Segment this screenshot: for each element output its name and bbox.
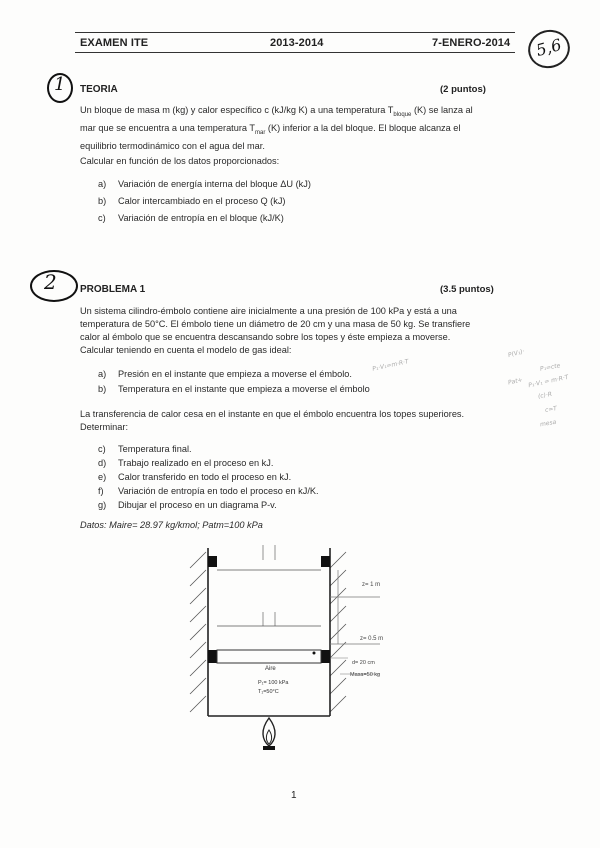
section1-item-a: a) Variación de energía interna del bloque ΔU (kJ) <box>98 179 311 189</box>
section1-points: (2 puntos) <box>440 84 486 95</box>
section1-item-b: b) Calor intercambiado en el proceso Q (kJ) <box>98 196 286 206</box>
piston-cylinder-diagram <box>170 540 430 760</box>
section2-paragraph2: La transferencia de calor cesa en el instante en que el émbolo encuentra los topes superiores. Determinar: <box>80 409 465 432</box>
section2-item-a: a) Presión en el instante que empieza a moverse el émbolo. <box>98 369 352 379</box>
section2-item-c: c) Temperatura final. <box>98 444 192 454</box>
label-mass: Masa=50 kg <box>350 672 381 678</box>
section1-calc-intro: Calcular en función de los datos proporcionados: <box>80 156 280 166</box>
pencil-note-4: Pat+ <box>507 376 524 387</box>
flame-icon <box>263 718 275 750</box>
section1-title: TEORIA <box>80 84 118 95</box>
label-diameter: d= 20 cm <box>352 660 375 666</box>
pencil-note-1: P₁·V₁=m·R·T <box>371 358 410 373</box>
section2-datos: Datos: Maire= 28.97 kg/kmol; Patm=100 kPa <box>80 520 263 530</box>
section2-item-e: e) Calor transferido en todo el proceso en kJ. <box>98 472 292 482</box>
section2-number: 2 <box>44 270 57 294</box>
pencil-note-5: P₁·V₁ = m·R·T <box>527 373 570 390</box>
pencil-note-2: P(V₁)· <box>507 347 526 360</box>
pencil-note-3: P₁=cte <box>539 362 561 373</box>
section1-number: 1 <box>54 74 66 95</box>
section2-paragraph: Un sistema cilindro-émbolo contiene aire inicialmente a una presión de 100 kPa y está a una temperatura de 50°C. El émbolo tiene un diámetro de 20 cm y una masa de 50 kg. Se transfiere calor al émbolo que se encuentra descansando sobre los topes y éste empieza a moverse. Calcular teniendo en cuenta el modelo de gas ideal: <box>80 306 471 355</box>
section2-title: PROBLEMA 1 <box>80 284 146 295</box>
header-year: 2013-2014 <box>270 37 324 49</box>
gas-temperature: T₁=50°C <box>258 689 279 695</box>
gas-name: Aire <box>265 666 276 672</box>
pencil-note-6: (c)·R <box>537 390 553 401</box>
header-date: 7-ENERO-2014 <box>432 37 511 49</box>
header-title: EXAMEN ITE <box>80 37 149 49</box>
upper-stop-left <box>208 556 217 567</box>
section2-item-d: d) Trabajo realizado en el proceso en kJ. <box>98 458 274 468</box>
page-number: 1 <box>291 790 297 801</box>
gas-pressure: P₁= 100 kPa <box>258 680 289 686</box>
section2-item-g: g) Dibujar el proceso en un diagrama P-v. <box>98 500 277 510</box>
section1-paragraph: Un bloque de masa m (kg) y calor específico c (kJ/kg K) a una temperatura $T_{bloque}$ (K) se lanza al mar que se encuentra a una temperatura $T_{mar}$ (K) inferior a la del bloque. El bloque alcanza el equilibrio termodinámico con el agua del mar. <box>80 105 473 151</box>
lower-stop-right <box>321 650 330 663</box>
score-mark: 5,6 <box>533 35 564 60</box>
section2-points: (3.5 puntos) <box>440 284 494 295</box>
section1-item-c: c) Variación de entropía en el bloque (kJ/K) <box>98 213 284 223</box>
label-gap-top: z= 1 m <box>362 582 381 588</box>
left-wall-hatching <box>190 552 206 712</box>
pencil-note-8: mesa <box>539 418 557 429</box>
pencil-note-7: c=T <box>544 405 558 414</box>
label-gap-bottom: z= 0.5 m <box>360 636 384 642</box>
section2-item-f: f) Variación de entropía en todo el proceso en kJ/K. <box>98 486 319 496</box>
section2-item-b: b) Temperatura en el instante que empieza a moverse el émbolo <box>98 384 370 394</box>
upper-stop-right <box>321 556 330 567</box>
piston <box>217 650 321 663</box>
lower-stop-left <box>208 650 217 663</box>
